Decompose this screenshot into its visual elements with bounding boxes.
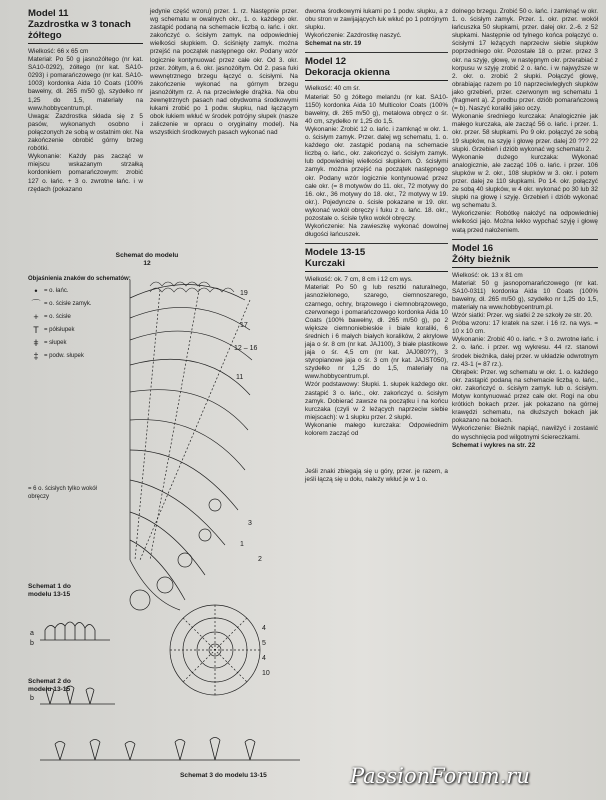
round-number-11: 11 [236, 374, 244, 381]
part-label-a: a [30, 630, 34, 637]
model-11-title: Zazdrostka w 3 tonach żółtego [28, 19, 143, 44]
round-number-17: 17 [240, 322, 248, 329]
models-13-15-small: Wykonanie małego kurczaka: Odpowiednim kolorem zacząć od [305, 421, 448, 438]
model-11-continued-2: dwoma środkowymi łukami po 1 podw. słupku, a z obu stron w zawijających łuk wkłuć po 1 potrójnym słupku. [305, 8, 448, 32]
schema-3-label: Schemat 3 do modelu 13-15 [180, 772, 267, 779]
round-number-5: 5 [262, 640, 266, 647]
model-16-title: Żółty bieżnik [452, 254, 598, 268]
model-16-work: Wykonanie: Zrobić 40 o. łańc. + 3 o. zwrotne łańc. i 2. o. łańc. i przer. wg wykresu. 44 rz. stanowi środek bieżnika, dalej przer. w układzie odwrotnym rz. 43-1 (= 87 rz.). [452, 336, 598, 368]
symbol-legend [28, 276, 148, 501]
model-16-finish: Wykończenie: Bieżnik napiąć, nawilżyć i zostawić do wyschnięcia pod wilgotnymi ściereczkami. [452, 425, 598, 441]
model-11-material: Materiał: Po 50 g jasnożółtego (nr kat. SA10-0292), żółtego (nr kat. SA10-0293) i pomarańczowego (nr kat. SA10-1003) kordonka Aida 10 Coats (100% bawełny, dł. 265 m/50 g), szydełko nr 1,25 do 1,5, materiały na www.hobbycentrum.pl. [28, 56, 143, 112]
round-number-4: 4 [262, 625, 266, 632]
round-number-4b: 4 [262, 655, 266, 662]
schema-3-diagram [40, 738, 300, 761]
model-16-material: Materiał: 50 g jasnopomarańczowego (nr kat. SA10-0311) kordonka Aida 10 Coats (100% bawełny, dł. 265 m/50 g), szydełko nr 1,25 do 1,5, materiały na www.hobbycentrum.pl. [452, 279, 598, 311]
chick-body-diagram [170, 605, 260, 695]
round-number-19: 19 [240, 290, 248, 297]
model-12-title: Dekoracja okienna [305, 67, 448, 81]
chick-text-3: Wykonanie dużego kurczaka: Wykonać analogicznie, ale zacząć 106 o. łańc. i przer. 106 słupków w 2. okr., 108 słupków w 3. okr. i potem przer. dalej ze 110 słupkami. Po 14. okr. połączyć ze sobą 40 słupków, w 4 okr. wykonać po 30 lub 32 słupki na głowę i szyję. Grzebień i dziób wykonać wg schematu 3. [452, 153, 598, 210]
part-label-b: b [30, 640, 34, 647]
models-13-15-heading: Modele 13-15 [305, 247, 366, 259]
model-12-heading: Model 12 [305, 56, 347, 68]
schema-12-label: Schemat do modelu 12 [115, 252, 179, 267]
model-16-probe: Próba wzoru: 17 kratek na szer. i 16 rz. na wys. = 10 x 10 cm. [452, 320, 598, 336]
double-crochet-symbol-icon: ǂ [33, 338, 39, 349]
schema-2-label: Schemat 2 do modelu 13-15 [28, 678, 71, 693]
model-12-doily-diagram [130, 280, 252, 610]
legend-row-slip: ⌒ = o. ścisłe zamyk. [28, 299, 148, 312]
model-11-size: Wielkość: 66 x 65 cm [28, 48, 89, 55]
watermark: PassionForum.ru [350, 764, 530, 788]
model-11-continued-text: jedynie część wzoru) przer. 1. rz. Następnie przer. wg schematu w owalnych okr., 1. o. każdego okr. zastąpić podaną na schemacie liczbą o. łańc. i okr. zakończyć o. ścisłym zamyk. na odpowiedniej wielkości słupkiem. O. ściśnięty zamyk. można przejść na początek następnego okr. Podany wzór logicznie kontynuować przez całe okr. Od 3. okr. przer. żółtym, a 6. okr. jasnożółtym. Od 2. pasa fuki wewnętrznego brzegu łączyć o. ścisłymi. Na zakończenie wykonać na górnym brzegu jasnożółtym rz. A na przeciwległe drążka. Na obu zewnętrznych pasach nad obydwoma środkowymi łukami zrobić po 1 podw. słupku, nad łączącym obok łukiem wkłuć w środek potrójny słupek (nasze zaliczenie w opracu o oryginalny model). Na wszystkich środkowych pasach wykonać nad [150, 8, 298, 137]
models-13-15-basic: Wzór podstawowy: Słupki. 1. słupek każdego okr. zastąpić 3 o. łańc., okr. zakończyć o. ścisłym zamyk. Dobierać zawsze na początku i na końcu kurczaka (czyli w 2 leżących naprzeciw siebie miejscach): w 1 słupku przer. 2 słupki. [305, 381, 448, 421]
model-12-size: Wielkość: 40 cm śr. [305, 85, 361, 93]
legend-row-hdc: T = półsłupek [28, 325, 148, 338]
model-16-edge: Obrąbek: Przer. wg schematu w okr. 1. o. każdego okr. zastąpić podaną na schemacie liczbą o. łańc., okr. zakończyć o. ścisłym zamyk. lub o. ścisłym. Motyw kontynuować przez całe okr. Rogi na obu krótkich bokach przer. jak pokazano na górnej krawędzi schematu, na dłuższych bokach jak pokazano na bokach. [452, 368, 598, 425]
schema-1-label: Schemat 1 do modelu 13-15 [28, 583, 71, 598]
model-16-schema-ref: Schemat i wykres na str. 22 [452, 441, 536, 449]
model-11-finish: Wykończenie: Zazdrostkę naszyć. [305, 32, 402, 40]
model-16-grid: Wzór siatki: Przer. wg siatki 2 ze szkoły ze str. 20. [452, 312, 593, 320]
round-number-10: 10 [262, 670, 270, 677]
models-13-15-material: Materiał: Po 50 g lub resztki naturalnego, jasnozielonego, szarego, ciemnoszarego, czarnego, ochry, brązowego i ciemnobrązowego, czerwonego i pomarańczowego kordonka Aida 10 Coats (100% bawełny, dł. 265 m/50 g), po 2 większe ciemnoniebieskie i białe koraliki, 6 średnich i 6 małych białych koralików, 2 akrylowe jaja o śr. 8 cm (nr kat. JAJ100), 3 białe plastikowe jaja o śr. 4,5 cm (nr kat. JAJ080??), 3 styropianowe jaja o śr. 3 cm (nr kat. JAJST050), szydełko nr 1,25 do 1,5, materiały na www.hobbycentrum.pl. [305, 284, 448, 381]
model-11-note: Uwaga: Zazdrostka składa się z 5 pasów, wykonanych osobno i połączonych ze sobą w ostatnim okr. Na zakończenie obrobić górny brzeg robótki. [28, 112, 143, 153]
round-number-3: 3 [248, 520, 252, 527]
legend-note: = 6 o. ścisłych tylko wokół obręczy [28, 485, 97, 500]
part-label-b2: b [30, 695, 34, 702]
model-12-finish: Wykończenie: Na zawieszkę wykonać dowolnej długości łańcuszek. [305, 223, 448, 239]
model-16-size: Wielkość: ok. 13 x 81 cm [452, 271, 523, 279]
model-16-heading: Model 16 [452, 242, 494, 254]
chain-symbol-icon: • [34, 286, 38, 297]
schema-1-diagram [40, 622, 110, 640]
model-12-work: Wykonanie: Zrobić 12 o. łańc. i zamknąć w okr. 1. o. ścisłym zamyk. Przer. dalej wg schematu, 1. o. każdego okr. zastąpić podaną na schemacie liczbą o. łańc., okr. zakończyć o. ścisłym zamyk. lub odpowiedniej wielkości słupkiem. O. ścisłymi zamyk. można przejść na początek następnego okr. Podany wzór logicznie kontynuować przez całe okr. (= 8 motywów do 11. okr., 72 motywy do 16. okr., 36 motywy do 18. okr., 72 motywy w 19. okr.). Pojedyncze o. ścisłe pokazane w 19. okr. wykonać wokół obręczy i fuku z o. łańc. 18. okr., pozostałe o. ścisłe tylko wokół obręczy. [305, 125, 448, 222]
treble-symbol-icon: ‡ [33, 351, 39, 362]
model-12-material: Materiał: 50 g żółtego melanżu (nr kat. SA10-1150) kordonka Aida 10 Multicolor Coats (100% bawełny, dł. 265 m/50 g), metalowa obręcz o śr. 40 cm, szydełko nr 1,25 do 1,5. [305, 93, 448, 125]
round-number-12-16: 12 – 16 [234, 345, 258, 352]
legend-row-tr: ‡ = podw. słupek [28, 351, 148, 364]
chick-text-1: dolnego brzegu. Zrobić 50 o. łańc. i zamknąć w okr. 1. o. ścisłym zamyk. Przer. 1. okr. przer. wokół łańcuszka 50 słupkami, przer. dalej okr. 2.-6. z 52 słupkami. Następnie od tylnego końca połączyć o. ścisłymi 17 leżących naprzeciw siebie słupków poprzedniego okr. Pozostałe 18 o. przer. przez 3 okr. na szyję, głowę, w następnym okr. przerabiać z korpusu w szyję zrobić 2 o. łańc. i w najwyższe w 2. okr. o. zrobić 2 słupki. Połączyć głowę, obrabiając razem po 10 naprzeciwległych słupków jako grzebień, przer. czerwonym wg schematu 1 (fragment a). Z prodbu przer. dziób pomarańczową (= b). Naszyć koraliki jako oczy. [452, 8, 598, 113]
half-double-symbol-icon: T [33, 325, 39, 336]
models-13-15-tail: Jeśli znaki zbiegają się u góry, przer. je razem, a jeśli łączą się u dołu, należy wkłuć je w 1 o. [305, 468, 448, 484]
model-11-work: Wykonanie: Każdy pas zacząć w miejscu wskazanym strzałką kordonkiem pomarańczowym: zrobić 127 o. łańc. + 3 o. zwrotne łańc. i w rzędach (pokazano [28, 153, 143, 193]
round-number-2: 2 [258, 556, 262, 563]
model-11-heading: Model 11 [28, 8, 69, 19]
legend-row-chain: • = o. łańc. [28, 286, 148, 299]
models-13-15-size: Wielkość: ok. 7 cm, 8 cm i 12 cm wys. [305, 276, 413, 284]
chick-text-2: Wykonanie średniego kurczaka: Analogicznie jak małego kurczaka, ale zacząć 56 o. łańc. i przer. 1. okr. przer. 58 słupkami. Po 9 okr. połączyć ze sobą 19 słupków, na szyję i głowę przer. dalej 20 ??? 22 słupki. Grzebień i dziób wykonać wg schematu 2. [452, 113, 598, 153]
round-number-1: 1 [240, 541, 244, 548]
model-11-schema-ref: Schemat na str. 19 [305, 40, 362, 48]
legend-row-sc: + = o. ścisłe [28, 312, 148, 325]
legend-row-dc: ǂ = słupek [28, 338, 148, 351]
chick-text-4: Wykończenie: Robótkę nałożyć na odpowiedniej wielkości jajo. Można lekko wypchać szyję i głowę watą przed nałożeniem. [452, 210, 598, 234]
slip-stitch-symbol-icon: ⌒ [31, 299, 41, 310]
legend-title: Objaśnienia znaków do schematów: [28, 276, 131, 282]
models-13-15-title: Kurczaki [305, 258, 448, 272]
single-crochet-symbol-icon: + [33, 312, 39, 323]
